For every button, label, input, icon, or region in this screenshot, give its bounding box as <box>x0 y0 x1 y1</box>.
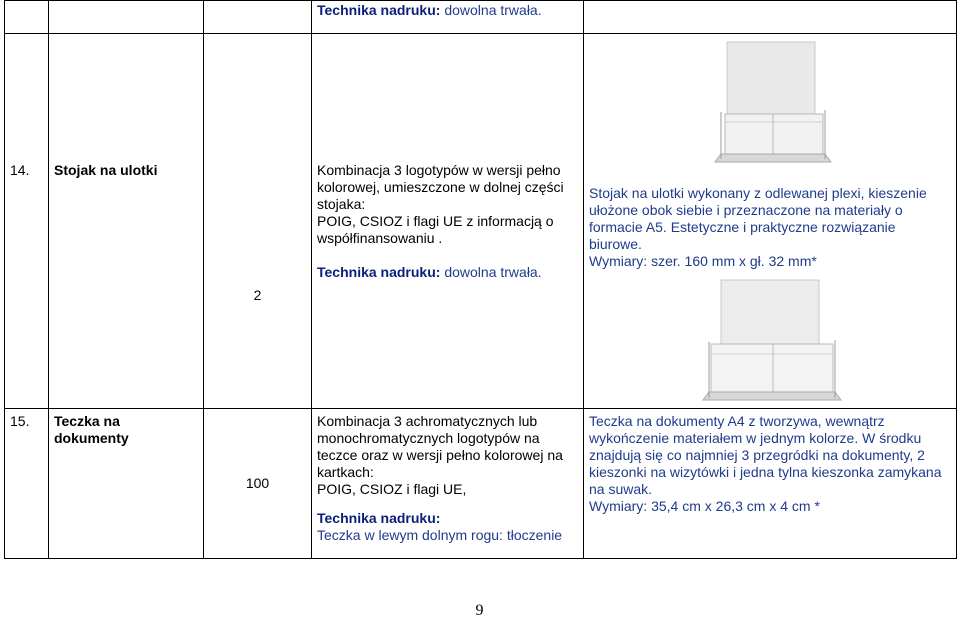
leaflet-stand-image <box>685 274 855 407</box>
table-row <box>5 409 957 559</box>
technique-value: dowolna trwała. <box>444 2 542 18</box>
marking-cell: Kombinacja 3 logotypów w wersji pełno kolorowej, umieszczone w dolnej części stojaka: POIG, CSIOZ i flagi UE z informacją o współfinansowaniu . Technika nadruku: dowolna trwała. <box>312 34 584 409</box>
table-row <box>5 1 957 34</box>
description-cell: Stojak na ulotki wykonany z odlewanej plexi, kieszenie ułożone obok siebie i przeznaczone na materiały o formacie A5. Estetyczne i praktyczne rozwiązanie biurowe. Wymiary: szer. 160 mm x gł. 32 mm* <box>584 34 957 409</box>
dimensions: Wymiary: szer. 160 mm x gł. 32 mm* <box>589 253 817 269</box>
leaflet-stand-image <box>685 34 855 167</box>
marking-cell: Kombinacja 3 achromatycznych lub monochromatycznych logotypów na teczce oraz w wersji pełno kolorowej na kartkach: POIG, CSIOZ i flagi UE, Technika nadruku: Teczka w lewym dolnym rogu: tłoczenie <box>312 409 584 559</box>
technique-label: Technika nadruku: <box>317 2 441 18</box>
technique-label: Technika nadruku: <box>317 510 441 526</box>
quantity-cell: 2 <box>204 34 312 409</box>
table-row <box>5 34 957 409</box>
technique-label: Technika nadruku: <box>317 264 441 280</box>
quantity-cell: 100 <box>204 409 312 559</box>
row-number: 15. <box>5 409 49 559</box>
page-number: 9 <box>475 602 484 619</box>
product-name: Stojak na ulotki <box>49 34 204 409</box>
specification-table <box>4 0 957 559</box>
technique-cell <box>312 1 584 34</box>
dimensions: Wymiary: 35,4 cm x 26,3 cm x 4 cm * <box>589 498 820 514</box>
product-name: Teczka na dokumenty <box>49 409 204 559</box>
description-cell: Teczka na dokumenty A4 z tworzywa, wewnątrz wykończenie materiałem w jednym kolorze. W środku znajdują się co najmniej 3 przegródki na dokumenty, 2 kieszonki na wizytówki i jedna tylna kieszonka zamykana na suwak. Wymiary: 35,4 cm x 26,3 cm x 4 cm * <box>584 409 957 559</box>
row-number: 14. <box>5 34 49 409</box>
technique-value: Teczka w lewym dolnym rogu: tłoczenie <box>317 527 563 543</box>
technique-value: dowolna trwała. <box>444 264 542 280</box>
